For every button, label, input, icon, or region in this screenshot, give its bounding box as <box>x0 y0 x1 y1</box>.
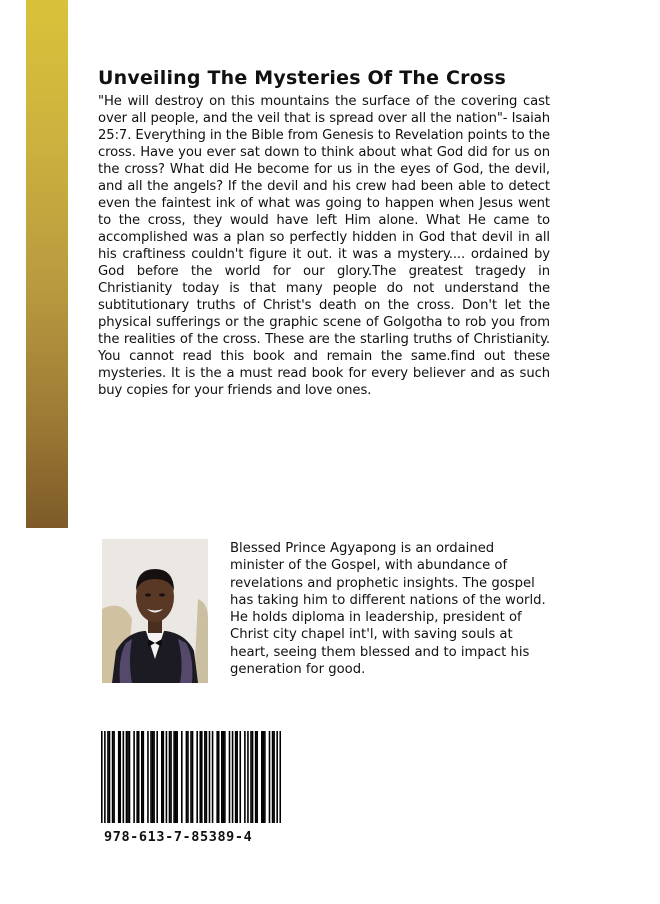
barcode-bar <box>209 731 211 823</box>
barcode-bar <box>221 731 223 823</box>
barcode-bar <box>118 731 120 823</box>
barcode-bar <box>173 731 175 823</box>
book-title: Unveiling The Mysteries Of The Cross <box>98 67 506 89</box>
barcode-bar <box>176 731 178 823</box>
barcode-bar <box>256 731 258 823</box>
barcode-bar <box>276 731 278 823</box>
barcode-bar <box>263 731 265 823</box>
barcode-bar <box>101 731 103 823</box>
barcode-bar <box>247 731 249 823</box>
barcode-bar <box>201 731 203 823</box>
barcode-bar <box>273 731 275 823</box>
author-bio: Blessed Prince Agyapong is an ordained minister of the Gospel, with abundance of revelations and prophetic insights. The gospel has taking him to different nations of the world. He holds diploma in leadership, president of Christ city chapel int'l, with saving souls at heart, seeing them blessed and to impact his generation for good. <box>230 541 546 678</box>
barcode-bar <box>156 731 158 823</box>
barcode-bar <box>187 731 189 823</box>
barcode-bar <box>153 731 155 823</box>
barcode-bar <box>136 731 138 823</box>
author-photo <box>102 539 208 683</box>
barcode-bar <box>107 731 109 823</box>
barcode-bar <box>181 731 183 823</box>
barcode-bar <box>123 731 125 823</box>
barcode-bar <box>261 731 263 823</box>
barcode-bar <box>152 731 154 823</box>
author-portrait-illustration <box>102 539 208 683</box>
barcode-bar <box>186 731 188 823</box>
barcode-bar <box>190 731 192 823</box>
barcode-bar <box>163 731 165 823</box>
barcode-bar <box>119 731 121 823</box>
barcode-bar <box>199 731 201 823</box>
barcode-bar <box>166 731 168 823</box>
barcode-bar <box>279 731 281 823</box>
barcode-bar <box>161 731 163 823</box>
barcode-bar <box>229 731 231 823</box>
barcode-bar <box>196 731 198 823</box>
gold-gradient-strip <box>26 0 68 528</box>
barcode-bar <box>232 731 234 823</box>
barcode-bar <box>147 731 149 823</box>
barcode-bar <box>255 731 257 823</box>
barcode-bar <box>113 731 115 823</box>
barcode-bar <box>126 731 128 823</box>
barcode-bar <box>235 731 237 823</box>
barcode-bar <box>212 731 214 823</box>
barcode-bar <box>133 731 135 823</box>
barcode-bar <box>141 731 143 823</box>
barcode-bar <box>206 731 208 823</box>
barcode-bar <box>244 731 246 823</box>
barcode-bar <box>252 731 254 823</box>
barcode-bar <box>192 731 194 823</box>
barcode-bar <box>150 731 152 823</box>
barcode-bar <box>236 731 238 823</box>
barcode-bar <box>264 731 266 823</box>
barcode-bar <box>138 731 140 823</box>
barcode-bar <box>224 731 226 823</box>
barcode-bar <box>250 731 252 823</box>
barcode-bar <box>272 731 274 823</box>
book-blurb: "He will destroy on this mountains the surface of the covering cast over all people, and the veil that is spread over all the nation"- Isaiah 25:7. Everything in the Bible from Genesis to Revelation points to the cross. Have you ever sat down to think about what God did for us on the cross? What did He become for us in the eyes of God, the devil, and all the angels? If the devil and his crew had been able to detect even the faintest ink of what was going to happen when Jesus went to the cross, they would have left Him alone. What He came to accomplished was a plan so perfectly hidden in God that devil in all his craftiness couldn't figure it out. it was a mystery.... ordained by God before the world for our glory.The greatest tragedy in Christianity today is that many people do not understand the subtitutionary truths of Christ's death on the cross. Don't let the physical sufferings or the graphic scene of Golgotha to rob you from the realities of the cross. These are the starling truths of Christianity. You cannot read this book and remain the same.find out these mysteries. It is the a must read book for every believer and as such buy copies for your friends and love ones. <box>98 94 550 398</box>
barcode-bar <box>112 731 114 823</box>
barcode-bar <box>109 731 111 823</box>
barcode-bar <box>218 731 220 823</box>
barcode-bar <box>239 731 241 823</box>
barcode-bar <box>104 731 106 823</box>
barcode-bar <box>143 731 145 823</box>
isbn-barcode <box>101 731 281 823</box>
barcode-bar <box>127 731 129 823</box>
barcode-bar <box>129 731 131 823</box>
barcode-bar <box>223 731 225 823</box>
barcode-bar <box>175 731 177 823</box>
barcode-bar <box>204 731 206 823</box>
barcode-bar <box>169 731 171 823</box>
barcode-bar <box>170 731 172 823</box>
barcode-bar <box>216 731 218 823</box>
barcode-bar <box>269 731 271 823</box>
isbn-number: 978-613-7-85389-4 <box>104 829 253 845</box>
